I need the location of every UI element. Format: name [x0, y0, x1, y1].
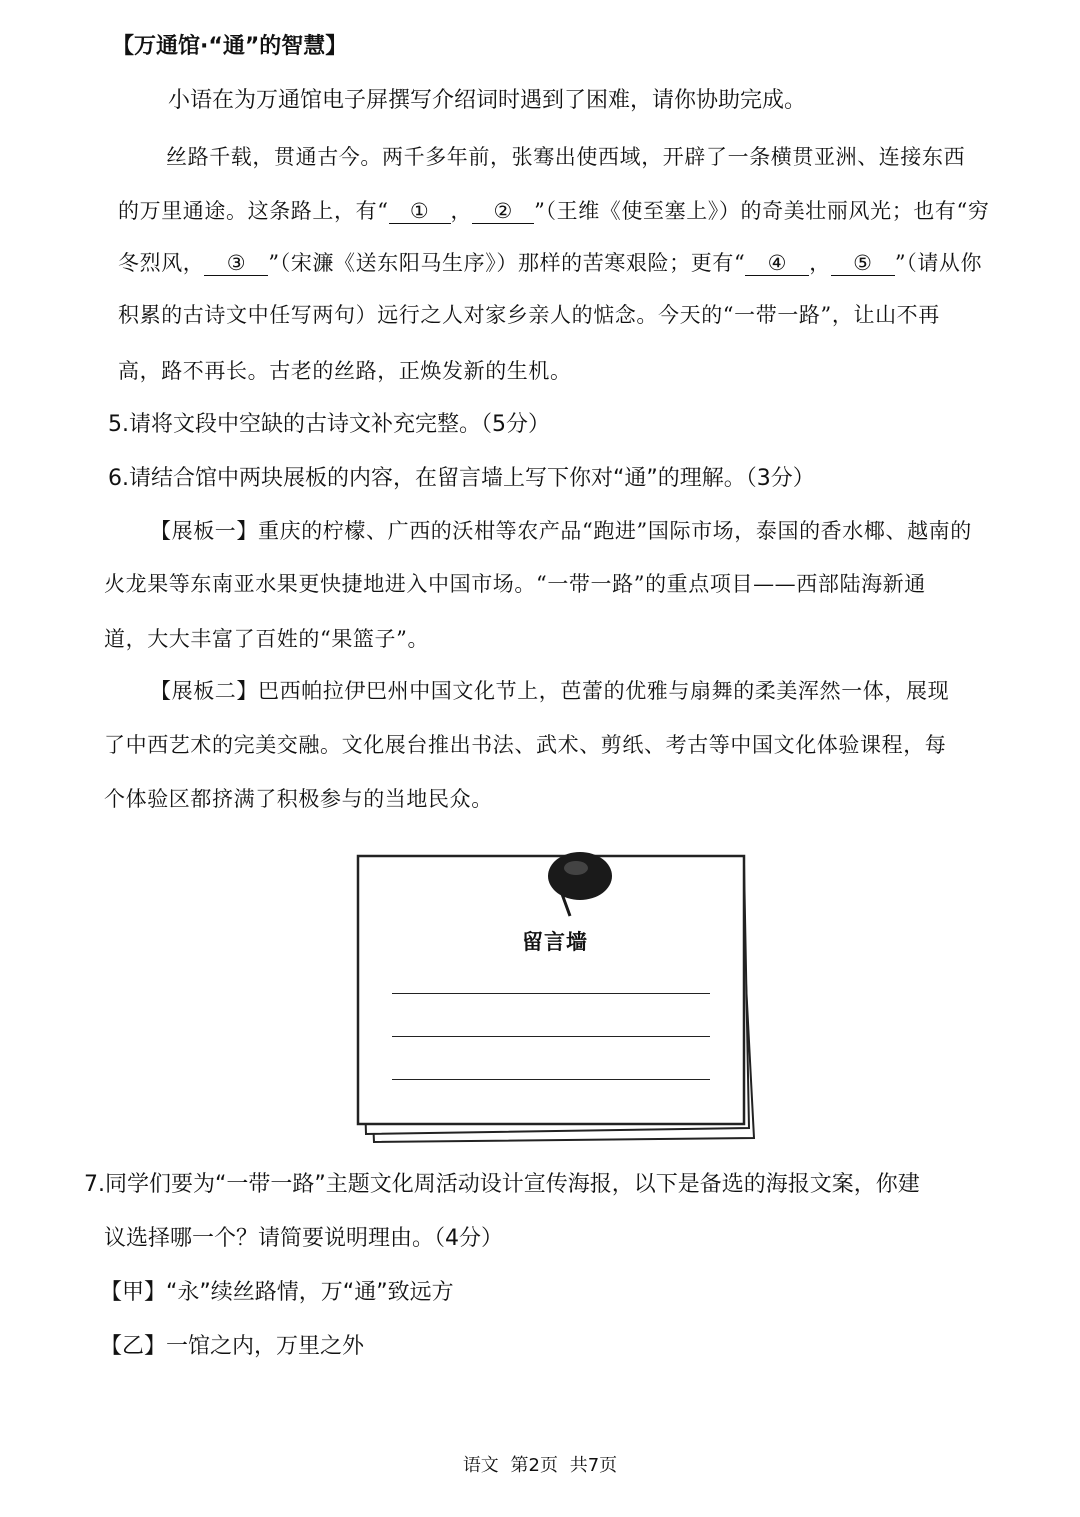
section-title: 【万通馆·“通”的智慧】 [112, 34, 348, 59]
message-wall-line-1 [392, 993, 710, 994]
panel-1-line-3: 道，大大丰富了百姓的“果篮子”。 [104, 627, 430, 651]
passage-text: 的万里通途。这条路上，有“ [118, 199, 389, 223]
passage-line-5: 高，路不再长。古老的丝路，正焕发新的生机。 [118, 359, 572, 383]
passage-text: ”（王维《使至塞上》）的奇美壮丽风光；也有“穷 [534, 199, 990, 223]
panel-2-line-3: 个体验区都挤满了积极参与的当地民众。 [104, 787, 493, 811]
intro-text: 小语在为万通馆电子屏撰写介绍词时遇到了困难，请你协助完成。 [168, 88, 807, 113]
question-7-line-2: 议选择哪一个？请简要说明理由。（4分） [104, 1226, 503, 1251]
blank-1: ① [389, 199, 451, 224]
blank-4: ④ [745, 251, 809, 276]
message-wall-line-2 [392, 1036, 710, 1037]
panel-2-line-2: 了中西艺术的完美交融。文化展台推出书法、武术、剪纸、考古等中国文化体验课程，每 [104, 733, 947, 757]
passage-text: ”（请从你 [894, 251, 983, 275]
option-jia: 【甲】“永”续丝路情，万“通”致远方 [100, 1280, 454, 1305]
panel-2-line-1: 【展板二】巴西帕拉伊巴州中国文化节上，芭蕾的优雅与扇舞的柔美浑然一体，展现 [150, 679, 950, 703]
passage-line-3 [118, 248, 982, 278]
passage-text: 冬烈风， [118, 251, 205, 275]
blank-5: ⑤ [831, 251, 895, 276]
message-wall-title: 留言墙 [522, 929, 588, 954]
message-wall-line-3 [392, 1079, 710, 1080]
blank-separator: ， [450, 199, 473, 223]
panel-1-line-2: 火龙果等东南亚水果更快捷地进入中国市场。“一带一路”的重点项目——西部陆海新通 [104, 572, 926, 596]
blank-3: ③ [204, 251, 268, 276]
passage-text: ”（宋濂《送东阳马生序》）那样的苦寒艰险；更有“ [268, 251, 746, 275]
blank-separator: ， [809, 251, 831, 275]
question-6: 6.请结合馆中两块展板的内容，在留言墙上写下你对“通”的理解。（3分） [108, 466, 815, 491]
panel-1-line-1: 【展板一】重庆的柠檬、广西的沃柑等农产品“跑进”国际市场，泰国的香水椰、越南的 [150, 519, 972, 543]
option-yi: 【乙】一馆之内，万里之外 [100, 1334, 365, 1359]
message-wall [340, 838, 770, 1156]
page-footer: 语文 第2页 共7页 [462, 1455, 618, 1476]
passage-line-1: 丝路千载，贯通古今。两千多年前，张骞出使西域，开辟了一条横贯亚洲、连接东西 [166, 145, 966, 169]
passage-line-2 [118, 196, 989, 226]
question-7-line-1: 7.同学们要为“一带一路”主题文化周活动设计宣传海报，以下是备选的海报文案，你建 [84, 1172, 920, 1197]
passage-line-4: 积累的古诗文中任写两句）远行之人对家乡亲人的惦念。今天的“一带一路”，让山不再 [118, 303, 940, 327]
blank-2: ② [472, 199, 534, 224]
message-wall-paper-icon [340, 838, 770, 1156]
question-5: 5.请将文段中空缺的古诗文补充完整。（5分） [108, 412, 550, 437]
